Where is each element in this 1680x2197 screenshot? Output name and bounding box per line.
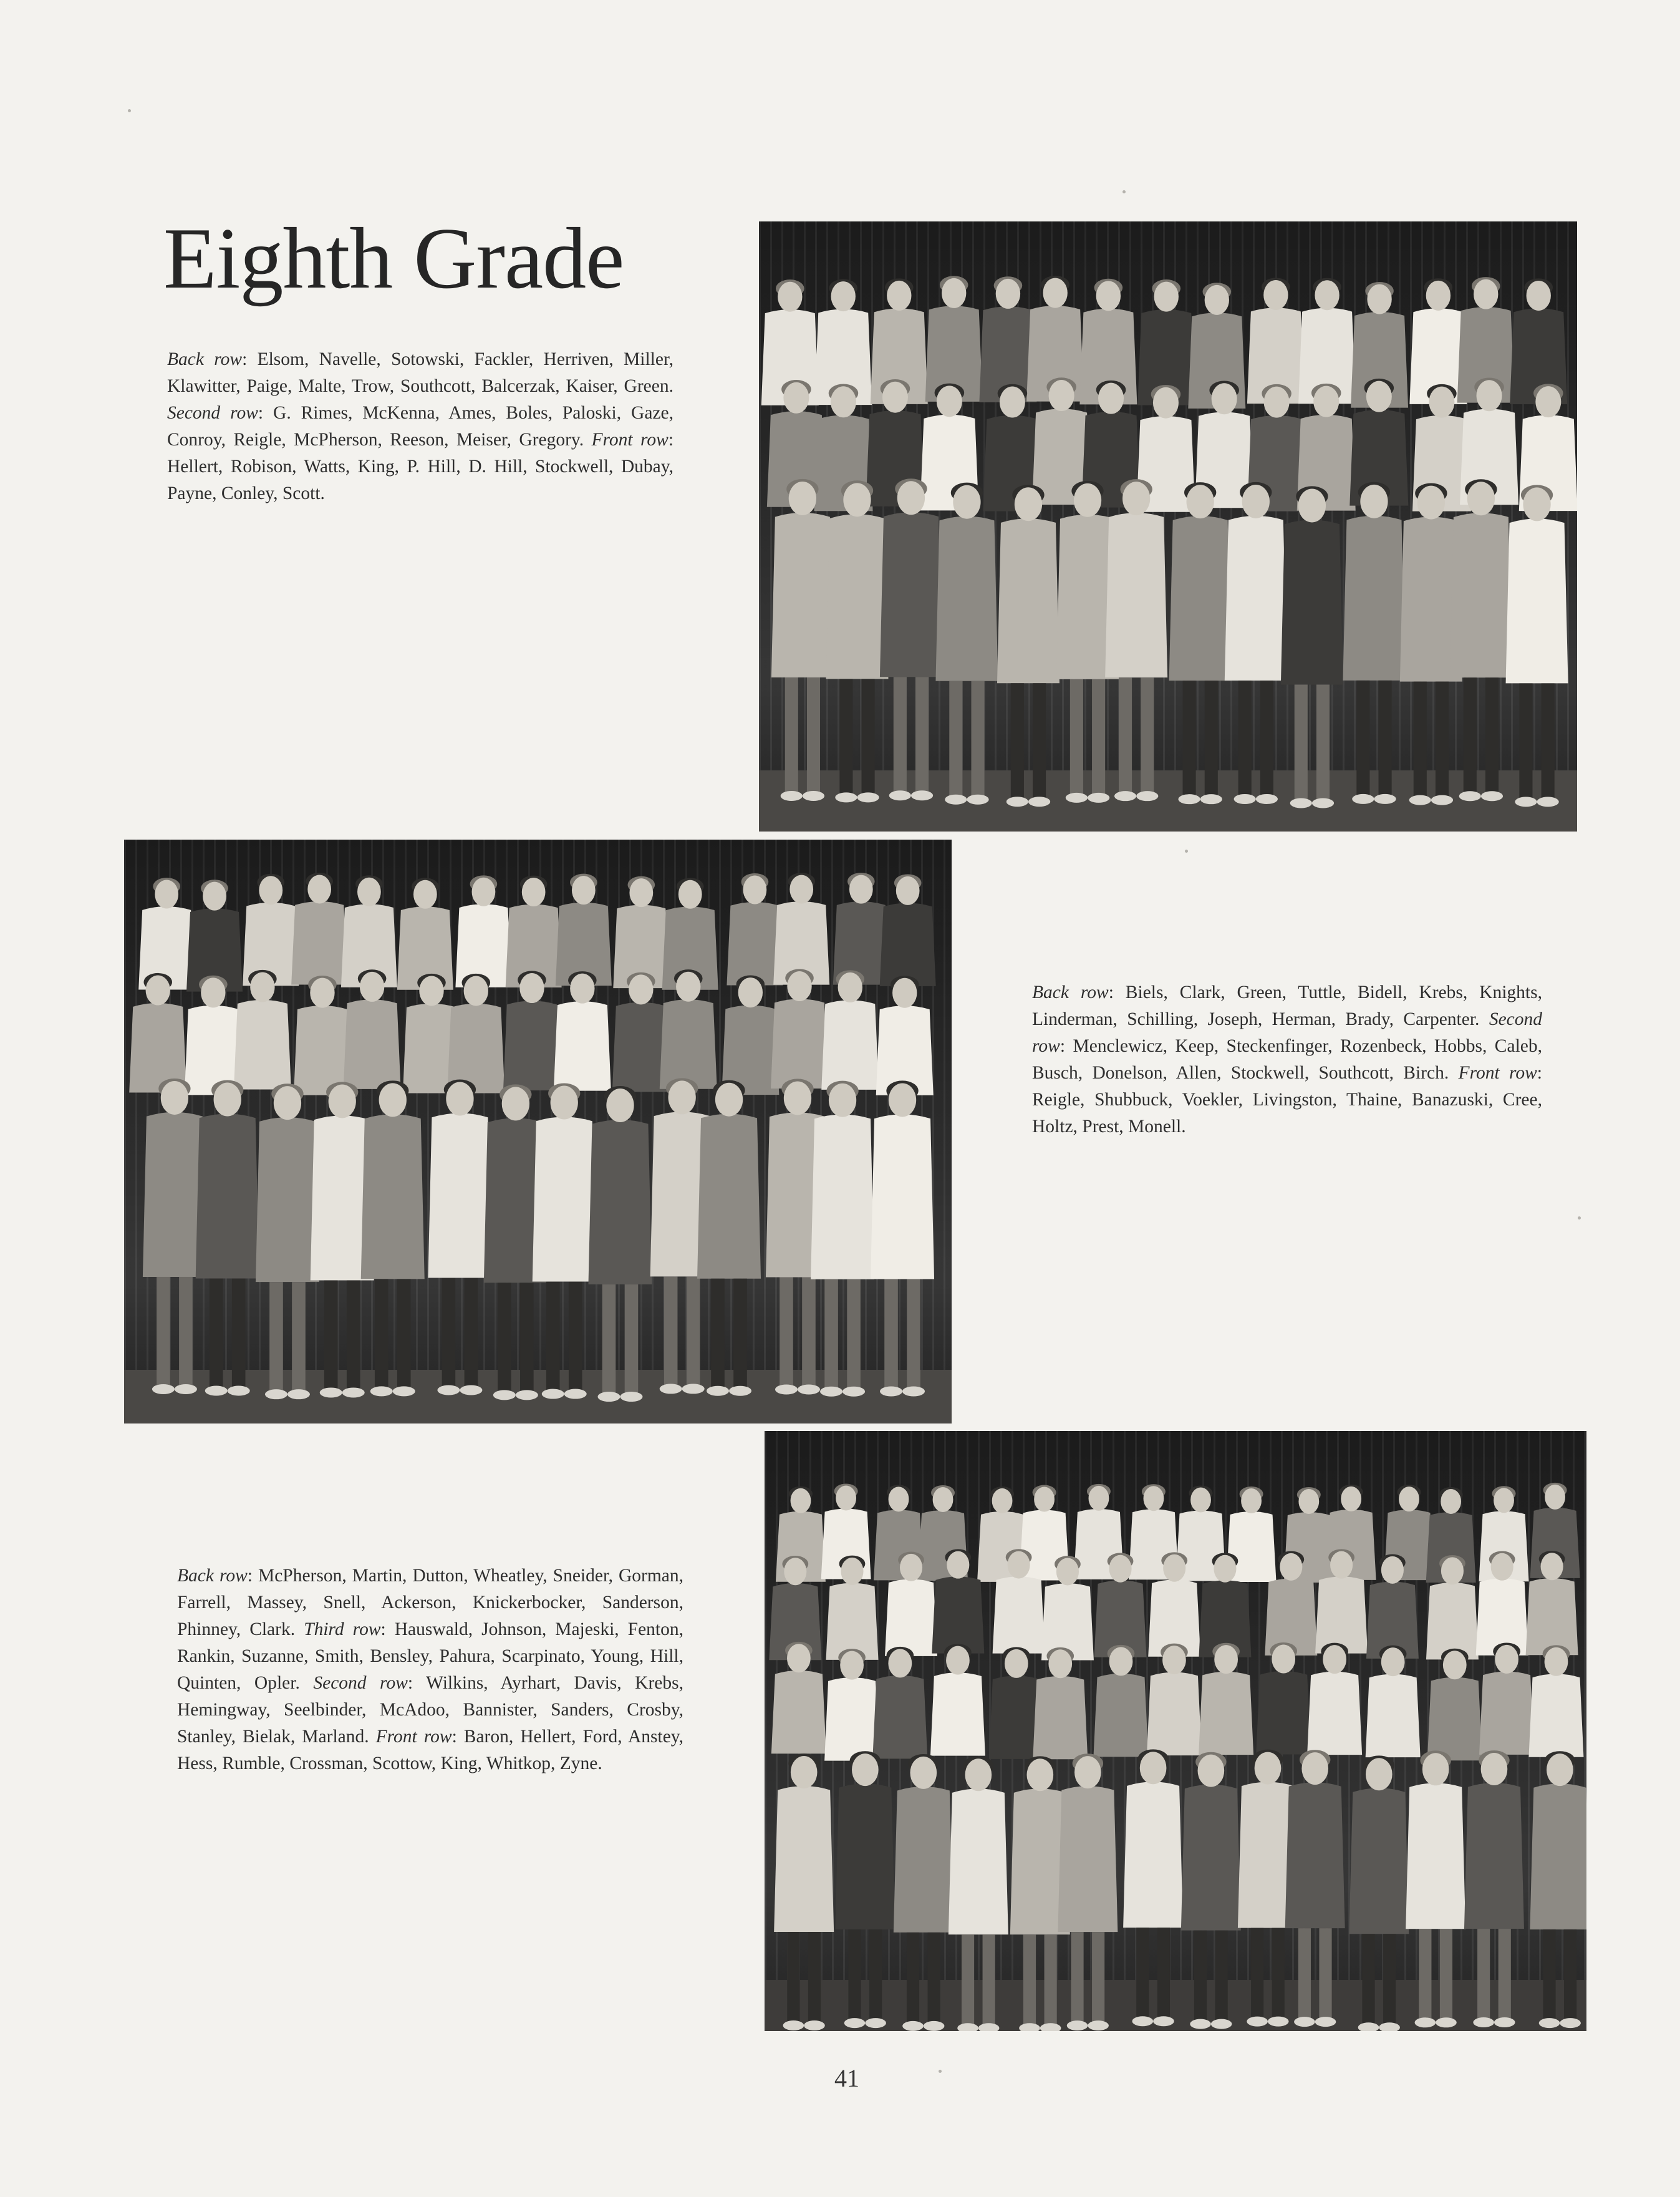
class-photo-1: [759, 221, 1577, 832]
student-figure: [613, 876, 669, 988]
student-figure: [138, 878, 195, 989]
student-figure: [1033, 1647, 1088, 1759]
class-photo-3: [765, 1431, 1586, 2031]
student-figure: [1528, 1645, 1583, 1757]
student-figure: [196, 1080, 259, 1395]
student-figure: [871, 1080, 934, 1396]
student-figure: [821, 970, 879, 1090]
student-figure: [186, 880, 243, 991]
class-photo-2-figures: [124, 840, 952, 1423]
names-front-row: Hellert, Robison, Watts, King, P. Hill, D. Hill, Stockwell, Dubay, Payne, Conley, Scott.: [167, 457, 673, 503]
label-front-row: Front row: [1458, 1063, 1537, 1083]
student-figure: [826, 480, 888, 802]
student-figure: [1366, 1646, 1421, 1757]
label-third-row: Third row: [304, 1619, 381, 1639]
student-figure: [771, 479, 834, 801]
student-figure: [872, 1647, 927, 1758]
student-figure: [447, 974, 504, 1094]
student-figure: [1105, 479, 1167, 801]
paper-speck: [939, 2070, 942, 2073]
names-back-row: Elsom, Navelle, Sotowski, Fackler, Herriven, Miller, Klawitter, Paige, Malte, Trow, Southcott, Balcerzak, Kaiser, Green.: [167, 349, 673, 396]
label-second-row: Second row: [1032, 1009, 1542, 1056]
student-figure: [773, 873, 829, 984]
student-figure: [361, 1080, 425, 1396]
names-front-row: Reigle, Shubbuck, Voekler, Livingston, Thaine, Banazuski, Cree, Holtz, Prest, Monell.: [1032, 1090, 1542, 1137]
student-figure: [722, 975, 779, 1095]
label-second-row: Second row: [313, 1673, 408, 1693]
student-figure: [129, 973, 186, 1093]
student-figure: [185, 976, 242, 1095]
paper-speck: [1578, 1216, 1581, 1220]
student-figure: [925, 276, 983, 402]
student-figure: [506, 876, 562, 987]
student-figure: [1307, 1643, 1362, 1755]
caption-class-2: Back row: Biels, Clark, Green, Tuttle, Bidell, Krebs, Knights, Linderman, Schilling, Joseph, Herman, Brady, Carpenter. Second row: Menclewicz, Keep, Steckenfinger, Rozenbeck, Hobbs, Caleb, Busch, Donelson, Allen, Stockwell, Southcott, Birch. Front row: Reigle, Shubbuck, Voekler, Livingston, Thaine, Banazuski, Cree, Holtz, Prest, Monell.: [1032, 982, 1542, 1137]
student-figure: [1281, 486, 1343, 808]
student-figure: [588, 1086, 652, 1402]
names-second-row: G. Rimes, McKenna, Ames, Boles, Paloski, Gaze, Conroy, Reigle, McPherson, Reeson, Meiser, Gregory.: [167, 403, 673, 450]
student-figure: [876, 976, 934, 1095]
student-figure: [291, 873, 347, 984]
paper-speck: [1185, 850, 1188, 853]
student-figure: [811, 1081, 874, 1397]
label-front-row: Front row: [591, 430, 669, 450]
student-figure: [554, 971, 611, 1091]
class-photo-1-figures: [759, 221, 1577, 832]
caption-class-3: Back row: McPherson, Martin, Dutton, Wheatley, Sneider, Gorman, Farrell, Massey, Snell, Ackerson, Knickerbocker, Sanderson, Phinney, Clark. Third row: Hauswald, Johnson, Majeski, Fenton, Rankin, Suzanne, Smith, Bensley, Pahura, Scarpinato, Young, Hill, Quinten, Opler. Second row: Wilkins, Ayrhart, Davis, Krebs, Hemingway, Seelbinder, McAdoo, Bannister, Sanders, Crosby, Stanley, Bielak, Marland. Front row: Baron, Hellert, Ford, Anstey, Hess, Rumble, Crossman, Scottow, King, Whitkop, Zyne.: [177, 1566, 684, 1773]
student-figure: [397, 878, 453, 989]
names-second-row: Wilkins, Ayrhart, Davis, Krebs, Hemingway, Seelbinder, McAdoo, Bannister, Sanders, Crosby, Stanley, Bielak, Marland.: [177, 1673, 684, 1747]
names-front-row: Baron, Hellert, Ford, Anstey, Hess, Rumble, Crossman, Scottow, King, Whitkop, Zyne.: [177, 1727, 684, 1773]
student-figure: [1450, 479, 1512, 801]
class-photo-2: [124, 840, 952, 1423]
label-back-row: Back row: [177, 1566, 248, 1586]
student-figure: [697, 1080, 761, 1396]
caption-class-1: Back row: Elsom, Navelle, Sotowski, Fackler, Herriven, Miller, Klawitter, Paige, Malte, Trow, Southcott, Balcerzak, Kaiser, Green. Second row: G. Rimes, McKenna, Ames, Boles, Paloski, Gaze, Conroy, Reigle, McPherson, Reeson, Meiser, Gregory. Front row: Hellert, Robison, Watts, King, P. Hill, D. Hill, Stockwell, Dubay, Payne, Conley, Scott.: [167, 349, 674, 503]
student-figure: [1510, 278, 1567, 404]
student-figure: [824, 1649, 879, 1760]
label-second-row: Second row: [167, 403, 258, 423]
student-figure: [880, 874, 936, 986]
student-figure: [1256, 1642, 1311, 1754]
student-figure: [344, 969, 401, 1089]
student-figure: [997, 485, 1060, 807]
student-figure: [930, 1644, 985, 1755]
student-figure: [503, 971, 561, 1090]
student-figure: [428, 1079, 491, 1395]
label-back-row: Back row: [1032, 982, 1109, 1002]
student-figure: [243, 874, 299, 986]
student-figure: [935, 483, 998, 805]
student-figure: [455, 875, 511, 987]
names-back-row: McPherson, Martin, Dutton, Wheatley, Sneider, Gorman, Farrell, Massey, Snell, Ackerson, Knickerbocker, Sanderson, Phinney, Clark.: [177, 1566, 684, 1639]
student-figure: [771, 969, 828, 1089]
page-number: 41: [834, 2064, 859, 2092]
student-figure: [1199, 1643, 1253, 1755]
student-figure: [1169, 482, 1232, 804]
student-figure: [1093, 1645, 1148, 1757]
class-photo-3-figures: [765, 1431, 1586, 2031]
label-back-row: Back row: [167, 349, 243, 369]
paper-speck: [128, 109, 131, 112]
names-third-row: Hauswald, Johnson, Majeski, Fenton, Rankin, Suzanne, Smith, Bensley, Pahura, Scarpinato, Young, Hill, Quinten, Opler.: [177, 1619, 684, 1693]
student-figure: [880, 478, 942, 800]
names-second-row: Menclewicz, Keep, Steckenfinger, Rozenbeck, Hobbs, Caleb, Busch, Donelson, Allen, Stockwell, Southcott, Birch.: [1032, 1036, 1542, 1083]
student-figure: [1225, 482, 1287, 804]
student-figure: [1343, 482, 1405, 804]
student-figure: [1427, 1649, 1482, 1760]
student-figure: [256, 1084, 319, 1399]
student-figure: [1147, 1644, 1202, 1755]
student-figure: [294, 976, 351, 1095]
page-title: Eighth Grade: [163, 210, 624, 307]
student-figure: [1506, 485, 1568, 807]
names-back-row: Biels, Clark, Green, Tuttle, Bidell, Krebs, Knights, Linderman, Schilling, Joseph, Herman, Brady, Carpenter.: [1032, 982, 1542, 1029]
student-figure: [1479, 1642, 1534, 1754]
student-figure: [556, 874, 612, 986]
student-figure: [533, 1084, 596, 1399]
paper-speck: [1122, 190, 1126, 193]
label-front-row: Front row: [375, 1727, 452, 1747]
